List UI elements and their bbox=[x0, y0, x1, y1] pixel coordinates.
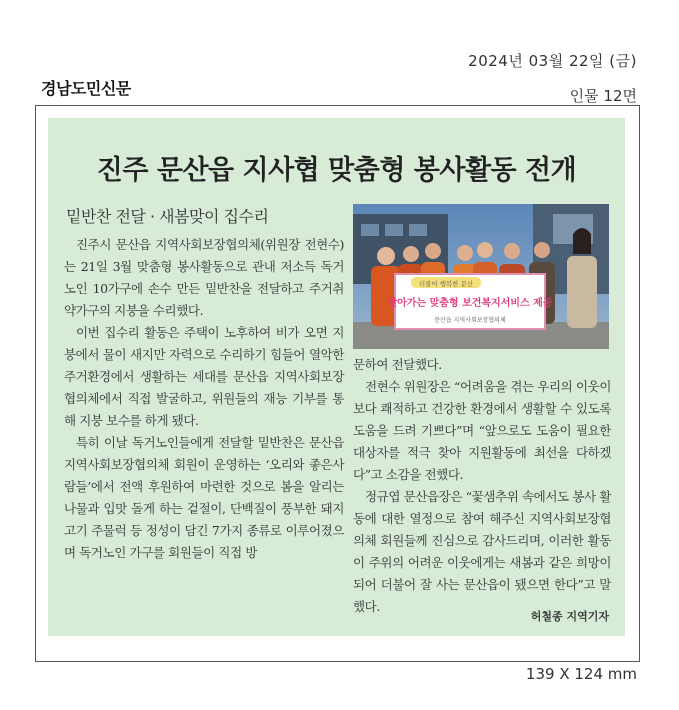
banner-sub-text: 문산읍 지역사회보장협의체 bbox=[434, 317, 506, 324]
paragraph: 특히 이날 독거노인들에게 전달할 밑반찬은 문산읍 지역사회보장협의체 회원이 운영하는 ‘오리와 좋은사람들’에서 전액 후원하여 마련한 것으로 봄을 알리는 나물과 입맛 돌게 하는 겉절이, 단백질이 풍부한 돼지고기 주물럭 등 정성이 담긴 7가지 종류로 이루어졌으며 독거노인 가구를 회원들이 직접 방 bbox=[64, 435, 344, 560]
article-column-2 bbox=[353, 354, 611, 618]
clipping-frame bbox=[35, 105, 640, 662]
subheadline: 밑반찬 전달 · 새봄맞이 집수리 bbox=[66, 207, 269, 226]
banner-main-text: 찾아가는 맞춤형 보건복지서비스 제공 bbox=[387, 298, 553, 309]
paragraph: 전현수 위원장은 “어려움을 겪는 우리의 이웃이 보다 쾌적하고 건강한 환경에서 생활할 수 있도록 도움을 드려 기쁘다”며 “앞으로도 도움이 필요한 대상자를 적극 찾아 지원활동에 최선을 다하겠다”고 소감을 전했다. bbox=[353, 379, 611, 482]
newspaper-name: 경남도민신문 bbox=[41, 79, 131, 98]
article-panel bbox=[48, 118, 625, 636]
paragraph: 이번 집수리 활동은 주택이 노후하여 비가 오면 지붕에서 물이 새지만 자력으로 수리하기 힘들어 열악한 주거환경에서 생활하는 세대를 문산읍 지역사회보장협의체에서 직접 발굴하고, 위원들의 재능 기부를 통해 지붕 보수를 하게 됐다. bbox=[64, 325, 344, 428]
paragraph: 문하여 전달했다. bbox=[353, 357, 442, 372]
headline: 진주 문산읍 지사협 맞춤형 봉사활동 전개 bbox=[96, 155, 577, 186]
clipping-size: 139 X 124 mm bbox=[525, 665, 637, 683]
publication-date: 2024년 03월 22일 (금) bbox=[468, 52, 637, 70]
banner-small-text: 더불어 행복한 문산 bbox=[418, 280, 474, 288]
article-column-1 bbox=[64, 234, 344, 564]
paragraph: 진주시 문산읍 지역사회보장협의체(위원장 전현수)는 21일 3월 맞춤형 봉사활동으로 관내 저소득 독거노인 10가구에 손수 만든 밑반찬을 전달하고 주거취약가구의 지붕을 수리했다. bbox=[64, 237, 344, 318]
paragraph: 정규엽 문산읍장은 “꽃샘추위 속에서도 봉사 활동에 대한 열정으로 참여 해주신 지역사회보장협의체 회원들께 진심으로 감사드리며, 이러한 활동이 주위의 어려운 이웃에게는 새봄과 같은 희망이 되어 더불어 잘 사는 문산읍이 됐으면 한다”고 말했다. bbox=[353, 489, 611, 614]
section-label: 인물 12면 bbox=[569, 87, 637, 105]
article-photo bbox=[353, 204, 609, 349]
reporter-byline: 허철종 지역기자 bbox=[530, 610, 609, 623]
